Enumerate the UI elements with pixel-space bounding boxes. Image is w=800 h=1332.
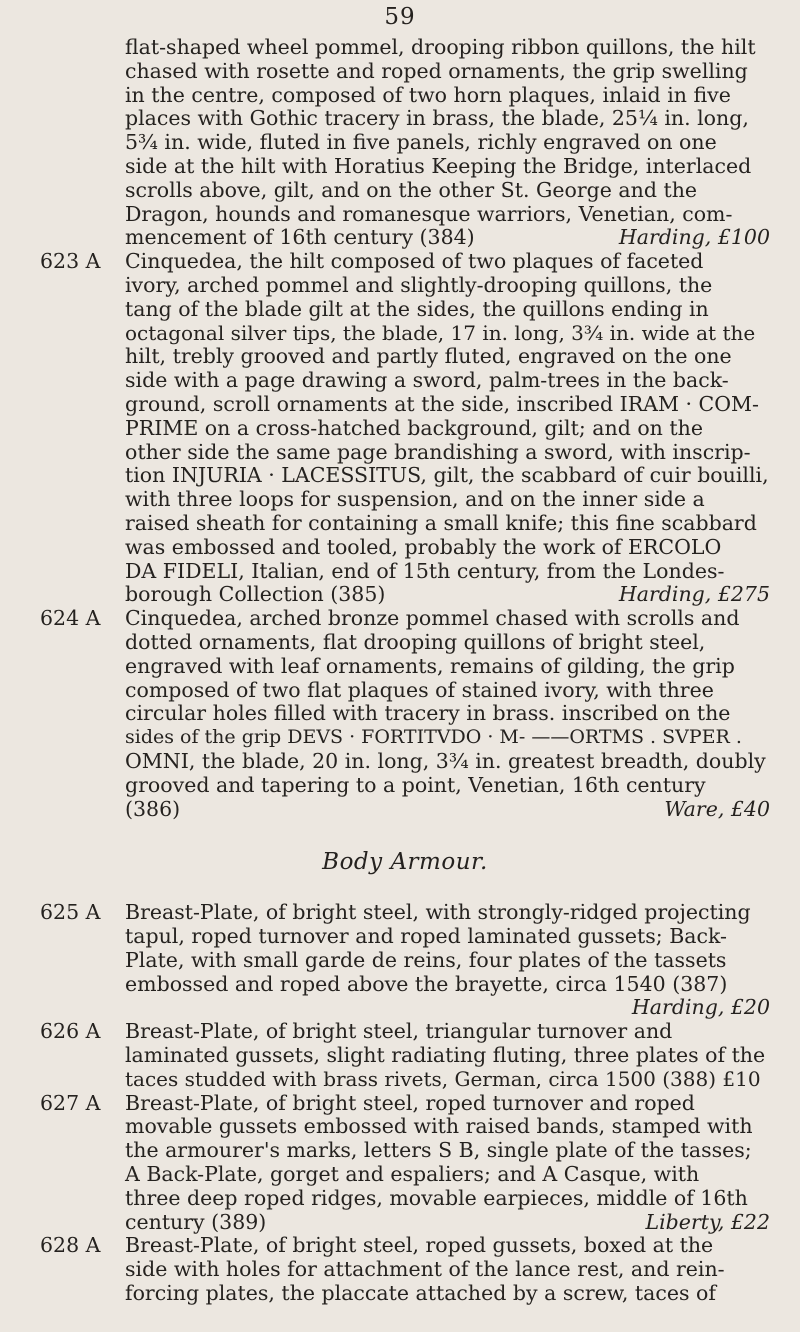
entry-625 [40,901,770,1020]
entry-line: PRIME on a cross-hatched background, gilt; and on the [125,415,703,440]
entry-line: tang of the blade gilt at the sides, the quillons ending in [125,296,709,321]
entry-line: was embossed and tooled, probably the work of ERCOLO [125,534,722,559]
lot-number: 627 A [40,1090,101,1115]
entry-line: taces studded with brass rivets, German, circa 1500 (388) £10 [125,1066,761,1091]
entry-627 [40,1092,770,1235]
entry-623 [40,250,770,607]
entry-line-with-attribution [125,226,770,250]
entry-line: Breast-Plate, of bright steel, roped turnover and roped [125,1090,695,1115]
entry-line: DA FIDELI, Italian, end of 15th century, from the Londes- [125,558,725,583]
entry-continuation [40,36,770,250]
entry-line: tapul, roped turnover and roped laminated gussets; Back- [125,924,727,949]
entry-line: Cinquedea, arched bronze pommel chased with scrolls and [125,606,740,631]
entry-line: the armourer's marks, letters S B, single plate of the tasses; [125,1138,752,1163]
entry-line: mencement of 16th century (384) [125,225,475,250]
entry-line: movable gussets embossed with raised bands, stamped with [125,1114,753,1139]
entry-line: composed of two flat plaques of stained ivory, with three [125,677,714,702]
entry-line: laminated gussets, slight radiating fluting, three plates of the [125,1043,766,1068]
entry-line: tion INJURIA · LACESSITUS, gilt, the scabbard of cuir bouilli, [125,463,769,488]
catalogue-entries [40,36,770,1306]
attribution: Harding, £100 [618,225,770,250]
entry-line: ground, scroll ornaments at the side, inscribed IRAM · COM- [125,391,759,416]
entry-line: 5¾ in. wide, fluted in five panels, richly engraved on one [125,130,717,155]
entry-line: other side the same page brandishing a sword, with inscrip- [125,439,751,464]
attribution: Harding, £20 [631,995,770,1020]
entry-line: raised sheath for containing a small knife; this fine scabbard [125,510,757,535]
section-heading: Body Armour. [322,849,488,876]
attribution: Liberty, £22 [645,1209,770,1234]
entry-body [125,1092,770,1235]
entry-line: three deep roped ridges, movable earpieces, middle of 16th [125,1185,748,1210]
entry-line: Breast-Plate, of bright steel, with strongly-ridged projecting [125,900,751,925]
entry-line: flat-shaped wheel pommel, drooping ribbon quillons, the hilt [125,35,756,59]
entry-line: Breast-Plate, of bright steel, roped gussets, boxed at the [125,1233,714,1258]
entry-line: octagonal silver tips, the blade, 17 in. long, 3¾ in. wide at the [125,320,756,345]
entry-body [125,1020,770,1091]
entry-line: in the centre, composed of two horn plaques, inlaid in five [125,82,731,107]
lot-number: 623 A [40,249,101,274]
entry-line: hilt, trebly grooved and partly fluted, engraved on the one [125,344,732,369]
entry-line: (386) [125,796,181,821]
entry-628 [40,1234,770,1305]
entry-line: places with Gothic tracery in brass, the blade, 25¼ in. long, [125,106,749,131]
entry-line: Breast-Plate, of bright steel, triangular turnover and [125,1019,673,1044]
entry-line: circular holes filled with tracery in brass. inscribed on the [125,701,731,726]
entry-line-with-attribution [125,583,770,607]
lot-number: 624 A [40,606,101,631]
entry-line: side with holes for attachment of the lance rest, and rein- [125,1257,725,1282]
entry-body [125,250,770,607]
entry-line: side with a page drawing a sword, palm-trees in the back- [125,368,729,393]
entry-line: Dragon, hounds and romanesque warriors, Venetian, com- [125,201,733,226]
lot-number: 626 A [40,1019,101,1044]
entry-626 [40,1020,770,1091]
entry-line: scrolls above, gilt, and on the other St. George and the [125,177,698,202]
entry-line-with-attribution [125,1211,770,1235]
entry-line: dotted ornaments, flat drooping quillons of bright steel, [125,629,706,654]
entry-line: sides of the grip DEVS · FORTITVDO · M- ——ORTMS . SVPER . [125,726,742,749]
entry-line: OMNI, the blade, 20 in. long, 3¾ in. greatest breadth, doubly [125,748,766,773]
entry-line: ivory, arched pommel and slightly-drooping quillons, the [125,272,713,297]
entry-body [125,1234,770,1305]
entry-line: engraved with leaf ornaments, remains of gilding, the grip [125,653,735,678]
entry-line: A Back-Plate, gorget and espaliers; and A Casque, with [125,1162,700,1187]
entry-line: grooved and tapering to a point, Venetian, 16th century [125,772,706,797]
entry-line: Cinquedea, the hilt composed of two plaques of faceted [125,249,704,274]
entry-line: chased with rosette and roped ornaments, the grip swelling [125,58,748,83]
entry-body [125,36,770,250]
entry-624 [40,607,770,821]
entry-body [125,901,770,1020]
page-number: 59 [384,4,416,30]
entry-line: forcing plates, the placcate attached by a screw, taces of [125,1281,716,1306]
lot-number: 625 A [40,900,101,925]
entry-line: borough Collection (385) [125,582,386,607]
entry-body [125,607,770,821]
attribution: Ware, £40 [664,796,770,821]
entry-line-with-attribution [125,798,770,822]
lot-number: 628 A [40,1233,101,1258]
entry-line: embossed and roped above the brayette, circa 1540 (387) [125,971,728,996]
entry-line: century (389) [125,1209,267,1234]
entry-line: Plate, with small garde de reins, four plates of the tassets [125,947,727,972]
entry-line: with three loops for suspension, and on the inner side a [125,487,705,512]
entry-line: side at the hilt with Horatius Keeping the Bridge, interlaced [125,153,752,178]
attribution: Harding, £275 [618,582,770,607]
